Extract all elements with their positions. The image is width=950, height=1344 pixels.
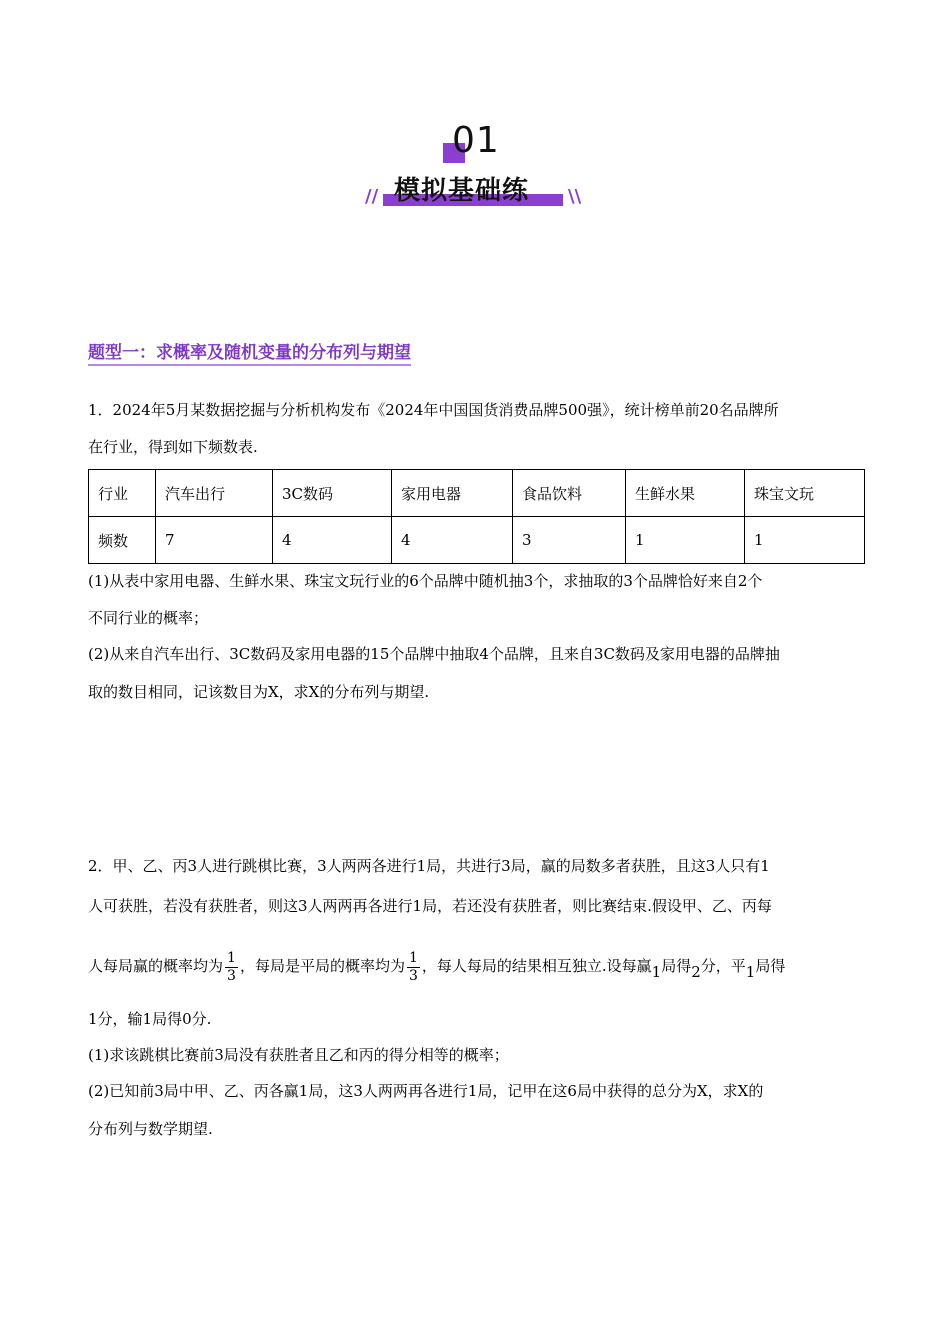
q2-line3-text: 局得 (661, 957, 692, 975)
q2-part2-line2: 分布列与数学期望. (88, 1120, 213, 1138)
table-cell: 7 (156, 517, 273, 564)
subscript-value: 1 (651, 963, 662, 981)
table-header-cell: 汽车出行 (156, 470, 273, 517)
section-number: 01 (452, 120, 500, 161)
table-cell: 1 (745, 517, 865, 564)
fraction-numerator: 1 (408, 949, 418, 966)
q2-part2-line1: (2)已知前3局中甲、乙、丙各赢1局，这3人两两再各进行1局，记甲在这6局中获得的总分为X，求X的 (88, 1082, 764, 1100)
table-header-cell: 食品饮料 (513, 470, 626, 517)
table-row (89, 517, 865, 564)
q1-part1-line2: 不同行业的概率； (88, 609, 209, 627)
fraction-denominator: 3 (408, 967, 418, 984)
q2-line3-text: ，每人每局的结果相互独立.设每赢 (421, 957, 652, 975)
q2-line3-text: 人每局赢的概率均为 (88, 957, 224, 975)
subscript-value: 2 (691, 963, 701, 981)
table-cell: 4 (273, 517, 392, 564)
q2-part1: (1)求该跳棋比赛前3局没有获胜者且乙和丙的得分相等的概率； (88, 1046, 509, 1064)
q1-line2: 在行业，得到如下频数表. (88, 438, 258, 456)
table-cell: 1 (626, 517, 745, 564)
fraction-one-third (407, 950, 420, 985)
q2-line4: 1分，输1局得0分. (88, 1010, 212, 1028)
table-header-cell: 珠宝文玩 (745, 470, 865, 517)
left-decoration: // (365, 186, 379, 207)
table-header-cell: 行业 (89, 470, 156, 517)
q2-line3-text: 分，平 (700, 957, 746, 975)
table-cell: 4 (392, 517, 513, 564)
fraction-denominator: 3 (227, 967, 236, 984)
q1-part1-line1: (1)从表中家用电器、生鲜水果、珠宝文玩行业的6个品牌中随机抽3个，求抽取的3个品牌恰好来自2个 (88, 572, 763, 590)
q2-line2: 人可获胜，若没有获胜者，则这3人两两再各进行1局，若还没有获胜者，则比赛结束.假设甲、乙、丙每 (88, 897, 772, 915)
q2-line1: 2．甲、乙、丙3人进行跳棋比赛，3人两两各进行1局，共进行3局，赢的局数多者获胜，且这3人只有1 (88, 857, 770, 875)
q2-line3-text: ，每局是平局的概率均为 (239, 957, 405, 975)
q2-line3-text: 局得 (755, 957, 786, 975)
table-row (89, 470, 865, 517)
frequency-table (88, 469, 865, 564)
fraction-one-third (225, 950, 238, 985)
q2-line3 (88, 946, 785, 986)
section-heading: 题型一：求概率及随机变量的分布列与期望 (88, 338, 411, 366)
table-header-cell: 家用电器 (392, 470, 513, 517)
q1-line1: 1．2024年5月某数据挖掘与分析机构发布《2024年中国国货消费品牌500强》，统计榜单前20名品牌所 (88, 401, 779, 419)
table-header-cell: 生鲜水果 (626, 470, 745, 517)
table-cell: 3 (513, 517, 626, 564)
table-cell: 频数 (89, 517, 156, 564)
right-decoration: \\ (568, 186, 582, 207)
subscript-value: 1 (745, 963, 756, 981)
q1-part2-line1: (2)从来自汽车出行、3C数码及家用电器的15个品牌中抽取4个品牌，且来自3C数码及家用电器的品牌抽 (88, 645, 780, 663)
fraction-numerator: 1 (227, 949, 236, 966)
table-header-cell: 3C数码 (273, 470, 392, 517)
q1-part2-line2: 取的数目相同，记该数目为X，求X的分布列与期望. (88, 683, 430, 701)
page-title: 模拟基础练 (394, 176, 530, 206)
